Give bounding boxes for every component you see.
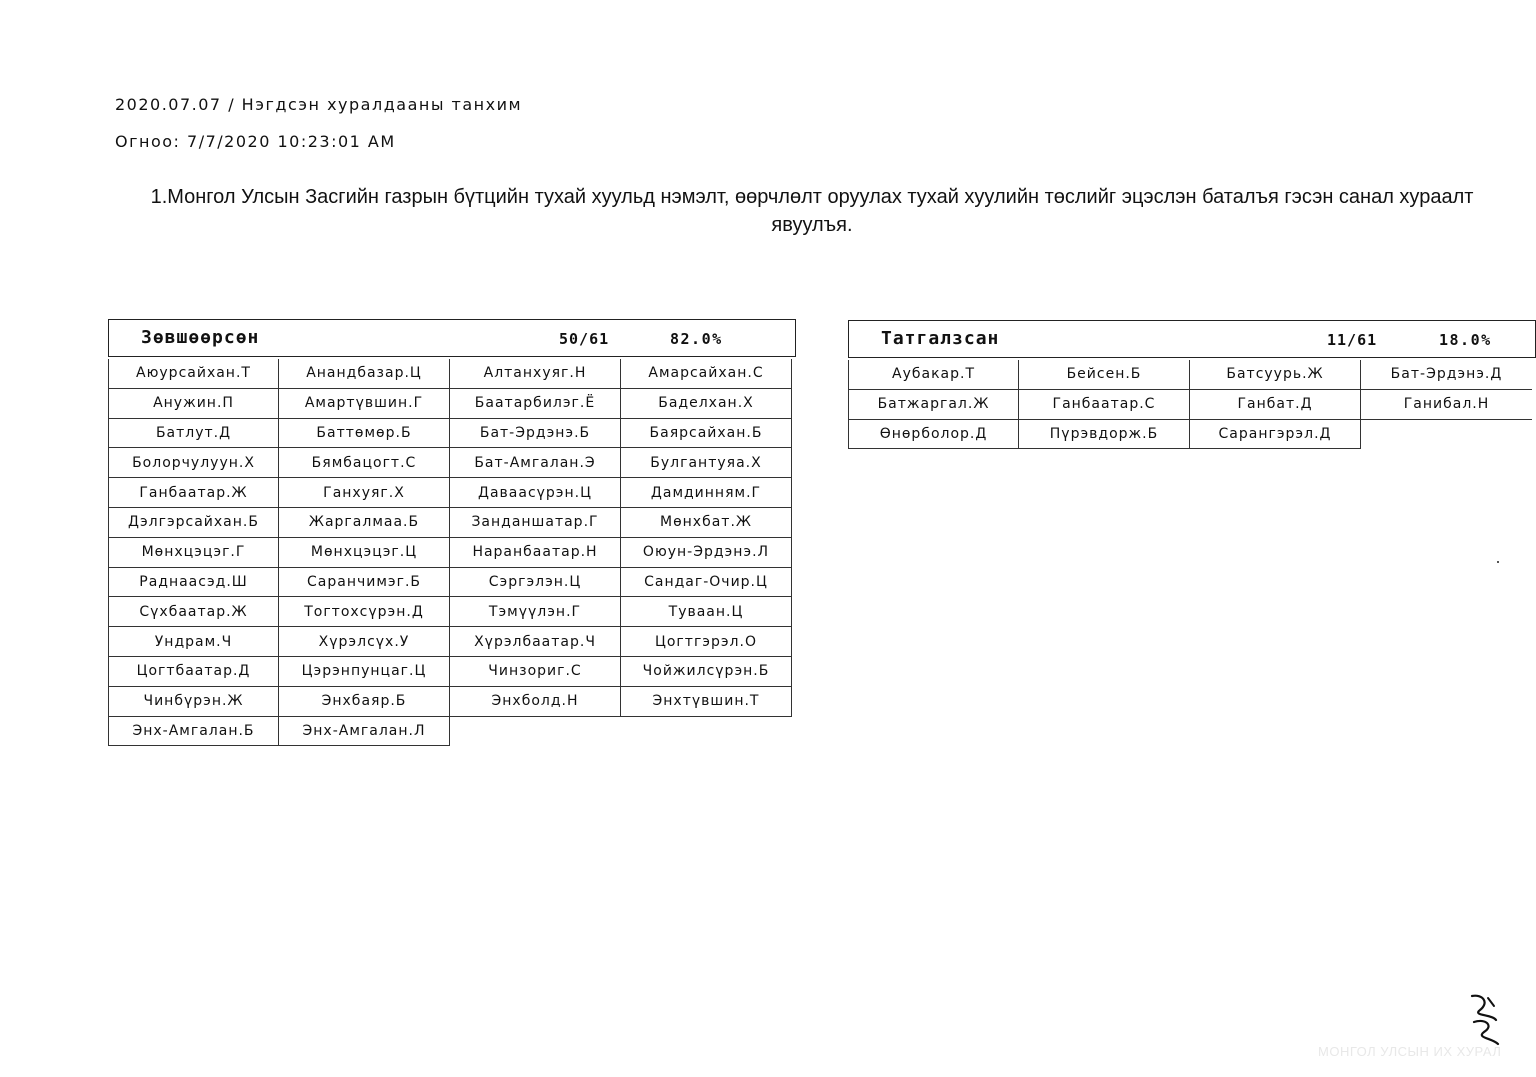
watermark: МОНГОЛ УЛСЫН ИХ ХУРАЛ bbox=[1318, 1044, 1502, 1059]
member-name-cell: Анандбазар.Ц bbox=[279, 359, 450, 389]
member-name-cell: Ундрам.Ч bbox=[108, 627, 279, 657]
member-name-cell: Ганбаатар.С bbox=[1019, 390, 1190, 420]
scan-speck bbox=[1497, 561, 1499, 563]
rejected-panel bbox=[848, 320, 1536, 449]
member-name-cell: Жаргалмаа.Б bbox=[279, 508, 450, 538]
member-name-cell: Цогтбаатар.Д bbox=[108, 657, 279, 687]
member-name-cell: Чинбүрэн.Ж bbox=[108, 687, 279, 717]
member-name-cell: Энхбаяр.Б bbox=[279, 687, 450, 717]
member-name-cell: Энх-Амгалан.Б bbox=[108, 717, 279, 747]
member-name-cell: Раднаасэд.Ш bbox=[108, 568, 279, 598]
motion-line-1: 1.Монгол Улсын Засгийн газрын бүтцийн тухай хуульд нэмэлт, өөрчлөлт оруулах тухай хуулийн төслийг эцэслэн баталъя гэсэн санал хураалт bbox=[150, 186, 1474, 208]
member-name-cell: Цогтгэрэл.О bbox=[621, 627, 792, 657]
member-name-cell: Дэлгэрсайхан.Б bbox=[108, 508, 279, 538]
member-name-cell: Энхболд.Н bbox=[450, 687, 621, 717]
member-name-cell: Чинзориг.С bbox=[450, 657, 621, 687]
member-name-cell: Бат-Эрдэнэ.Б bbox=[450, 419, 621, 449]
member-name-cell: Хүрэлбаатар.Ч bbox=[450, 627, 621, 657]
member-name-cell: Амарсайхан.С bbox=[621, 359, 792, 389]
member-name-cell: Ганхуяг.Х bbox=[279, 478, 450, 508]
member-name-cell: Анужин.П bbox=[108, 389, 279, 419]
approved-count: 50/61 bbox=[559, 330, 610, 348]
member-name-cell: Чойжилсүрэн.Б bbox=[621, 657, 792, 687]
member-name-cell: Булгантуяа.Х bbox=[621, 448, 792, 478]
approved-names-grid bbox=[108, 359, 796, 746]
member-name-cell: Бямбацогт.С bbox=[279, 448, 450, 478]
session-header: 2020.07.07 / Нэгдсэн хуралдааны танхим bbox=[115, 95, 523, 114]
member-name-cell: Бат-Амгалан.Э bbox=[450, 448, 621, 478]
signature-icon bbox=[1462, 990, 1506, 1050]
member-name-cell: Мөнхцэцэг.Ц bbox=[279, 538, 450, 568]
member-name-cell: Энх-Амгалан.Л bbox=[279, 717, 450, 747]
member-name-cell: Амартүвшин.Г bbox=[279, 389, 450, 419]
member-name-cell: Бат-Эрдэнэ.Д bbox=[1361, 360, 1532, 390]
member-name-cell: Баярсайхан.Б bbox=[621, 419, 792, 449]
member-name-cell: Тогтохсүрэн.Д bbox=[279, 597, 450, 627]
member-name-cell: Баделхан.Х bbox=[621, 389, 792, 419]
member-name-cell: Ганбат.Д bbox=[1190, 390, 1361, 420]
rejected-count: 11/61 bbox=[1327, 331, 1378, 349]
member-name-cell: Даваасүрэн.Ц bbox=[450, 478, 621, 508]
member-name-cell: Батлут.Д bbox=[108, 419, 279, 449]
member-name-cell: Бейсен.Б bbox=[1019, 360, 1190, 390]
member-name-cell: Ганибал.Н bbox=[1361, 390, 1532, 420]
member-name-cell: Аюурсайхан.Т bbox=[108, 359, 279, 389]
vote-date: Огноо: 7/7/2020 10:23:01 AM bbox=[115, 132, 396, 151]
member-name-cell: Мөнхцэцэг.Г bbox=[108, 538, 279, 568]
approved-percent: 82.0% bbox=[670, 330, 723, 348]
member-name-cell: Сарангэрэл.Д bbox=[1190, 420, 1361, 450]
member-name-cell: Баттөмөр.Б bbox=[279, 419, 450, 449]
approved-title: Зөвшөөрсөн bbox=[141, 327, 260, 348]
member-name-cell: Наранбаатар.Н bbox=[450, 538, 621, 568]
member-name-cell: Болорчулуун.Х bbox=[108, 448, 279, 478]
member-name-cell: Цэрэнпунцаг.Ц bbox=[279, 657, 450, 687]
member-name-cell: Сандаг-Очир.Ц bbox=[621, 568, 792, 598]
rejected-title: Татгалзсан bbox=[881, 328, 1000, 349]
member-name-cell: Занданшатар.Г bbox=[450, 508, 621, 538]
member-name-cell: Туваан.Ц bbox=[621, 597, 792, 627]
member-name-cell: Тэмүүлэн.Г bbox=[450, 597, 621, 627]
member-name-cell: Хүрэлсүх.У bbox=[279, 627, 450, 657]
member-name-cell: Энхтүвшин.Т bbox=[621, 687, 792, 717]
member-name-cell: Баатарбилэг.Ё bbox=[450, 389, 621, 419]
motion-text bbox=[112, 183, 1512, 239]
approved-header bbox=[108, 319, 796, 357]
member-name-cell: Пүрэвдорж.Б bbox=[1019, 420, 1190, 450]
rejected-header bbox=[848, 320, 1536, 358]
member-name-cell: Дамдинням.Г bbox=[621, 478, 792, 508]
member-name-cell: Сэргэлэн.Ц bbox=[450, 568, 621, 598]
member-name-cell: Саранчимэг.Б bbox=[279, 568, 450, 598]
approved-panel bbox=[108, 319, 796, 746]
member-name-cell: Батсуурь.Ж bbox=[1190, 360, 1361, 390]
rejected-percent: 18.0% bbox=[1439, 331, 1492, 349]
rejected-names-grid bbox=[848, 360, 1536, 449]
member-name-cell: Аубакар.Т bbox=[848, 360, 1019, 390]
member-name-cell: Батжаргал.Ж bbox=[848, 390, 1019, 420]
member-name-cell: Өнөрболор.Д bbox=[848, 420, 1019, 450]
member-name-cell: Алтанхуяг.Н bbox=[450, 359, 621, 389]
member-name-cell: Ганбаатар.Ж bbox=[108, 478, 279, 508]
motion-line-2: явуулъя. bbox=[771, 214, 853, 236]
member-name-cell: Мөнхбат.Ж bbox=[621, 508, 792, 538]
member-name-cell: Оюун-Эрдэнэ.Л bbox=[621, 538, 792, 568]
member-name-cell: Сүхбаатар.Ж bbox=[108, 597, 279, 627]
